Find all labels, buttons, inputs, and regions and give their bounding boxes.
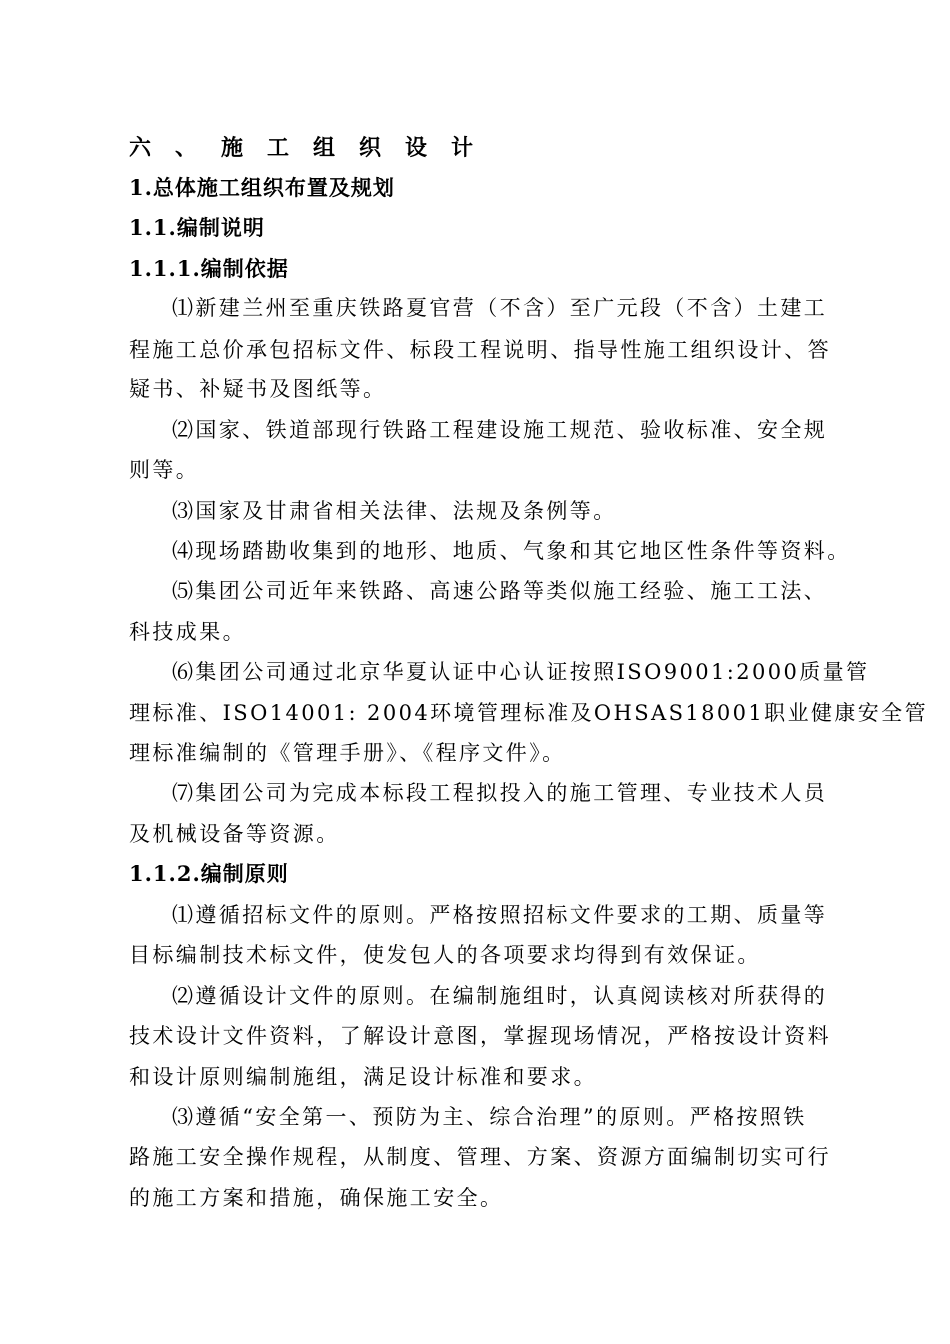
section-heading-1-1-2: 1.1.2.编制原则 bbox=[129, 861, 289, 886]
principle-line: 技术设计文件资料，了解设计意图，掌握现场情况，严格按设计资料 bbox=[129, 1024, 831, 1048]
principle-line: 和设计原则编制施组，满足设计标准和要求。 bbox=[129, 1065, 597, 1089]
principle-line: 目标编制技术标文件，使发包人的各项要求均得到有效保证。 bbox=[129, 943, 761, 967]
principle-line: ⑵遵循设计文件的原则。在编制施组时，认真阅读核对所获得的 bbox=[172, 984, 828, 1008]
basis-line: ⑸集团公司近年来铁路、高速公路等类似施工经验、施工工法、 bbox=[172, 579, 828, 603]
principle-line: ⑴遵循招标文件的原则。严格按照招标文件要求的工期、质量等 bbox=[172, 903, 828, 927]
basis-line: 则等。 bbox=[129, 458, 200, 482]
section-heading-1-1: 1.1.编制说明 bbox=[129, 215, 265, 240]
basis-line: 疑书、补疑书及图纸等。 bbox=[129, 377, 387, 401]
principle-line: 的施工方案和措施，确保施工安全。 bbox=[129, 1186, 504, 1210]
basis-line: ⑹集团公司通过北京华夏认证中心认证按照ISO9001:2000质量管 bbox=[172, 660, 870, 684]
chapter-title: 六、施工组织设计 bbox=[129, 135, 498, 161]
basis-line: 理标准、ISO14001: 2004环境管理标准及OHSAS18001职业健康安全管 bbox=[129, 701, 928, 725]
basis-line: ⑺集团公司为完成本标段工程拟投入的施工管理、专业技术人员 bbox=[172, 781, 828, 805]
basis-line: ⑴新建兰州至重庆铁路夏官营（不含）至广元段（不含）土建工 bbox=[172, 296, 828, 320]
section-heading-1: 1.总体施工组织布置及规划 bbox=[129, 175, 395, 200]
basis-line: 科技成果。 bbox=[129, 620, 246, 644]
basis-line: 及机械设备等资源。 bbox=[129, 822, 340, 846]
basis-line: 理标准编制的《管理手册》、《程序文件》。 bbox=[129, 741, 566, 765]
basis-line: ⑵国家、铁道部现行铁路工程建设施工规范、验收标准、安全规 bbox=[172, 418, 828, 442]
section-heading-1-1-1: 1.1.1.编制依据 bbox=[129, 256, 289, 281]
basis-line: 程施工总价承包招标文件、标段工程说明、指导性施工组织设计、答 bbox=[129, 338, 831, 362]
principle-line: 路施工安全操作规程，从制度、管理、方案、资源方面编制切实可行 bbox=[129, 1145, 831, 1169]
principle-line: ⑶遵循“安全第一、预防为主、综合治理”的原则。严格按照铁 bbox=[172, 1105, 807, 1129]
basis-line: ⑷现场踏勘收集到的地形、地质、气象和其它地区性条件等资料。 bbox=[172, 539, 851, 563]
basis-line: ⑶国家及甘肃省相关法律、法规及条例等。 bbox=[172, 499, 617, 523]
